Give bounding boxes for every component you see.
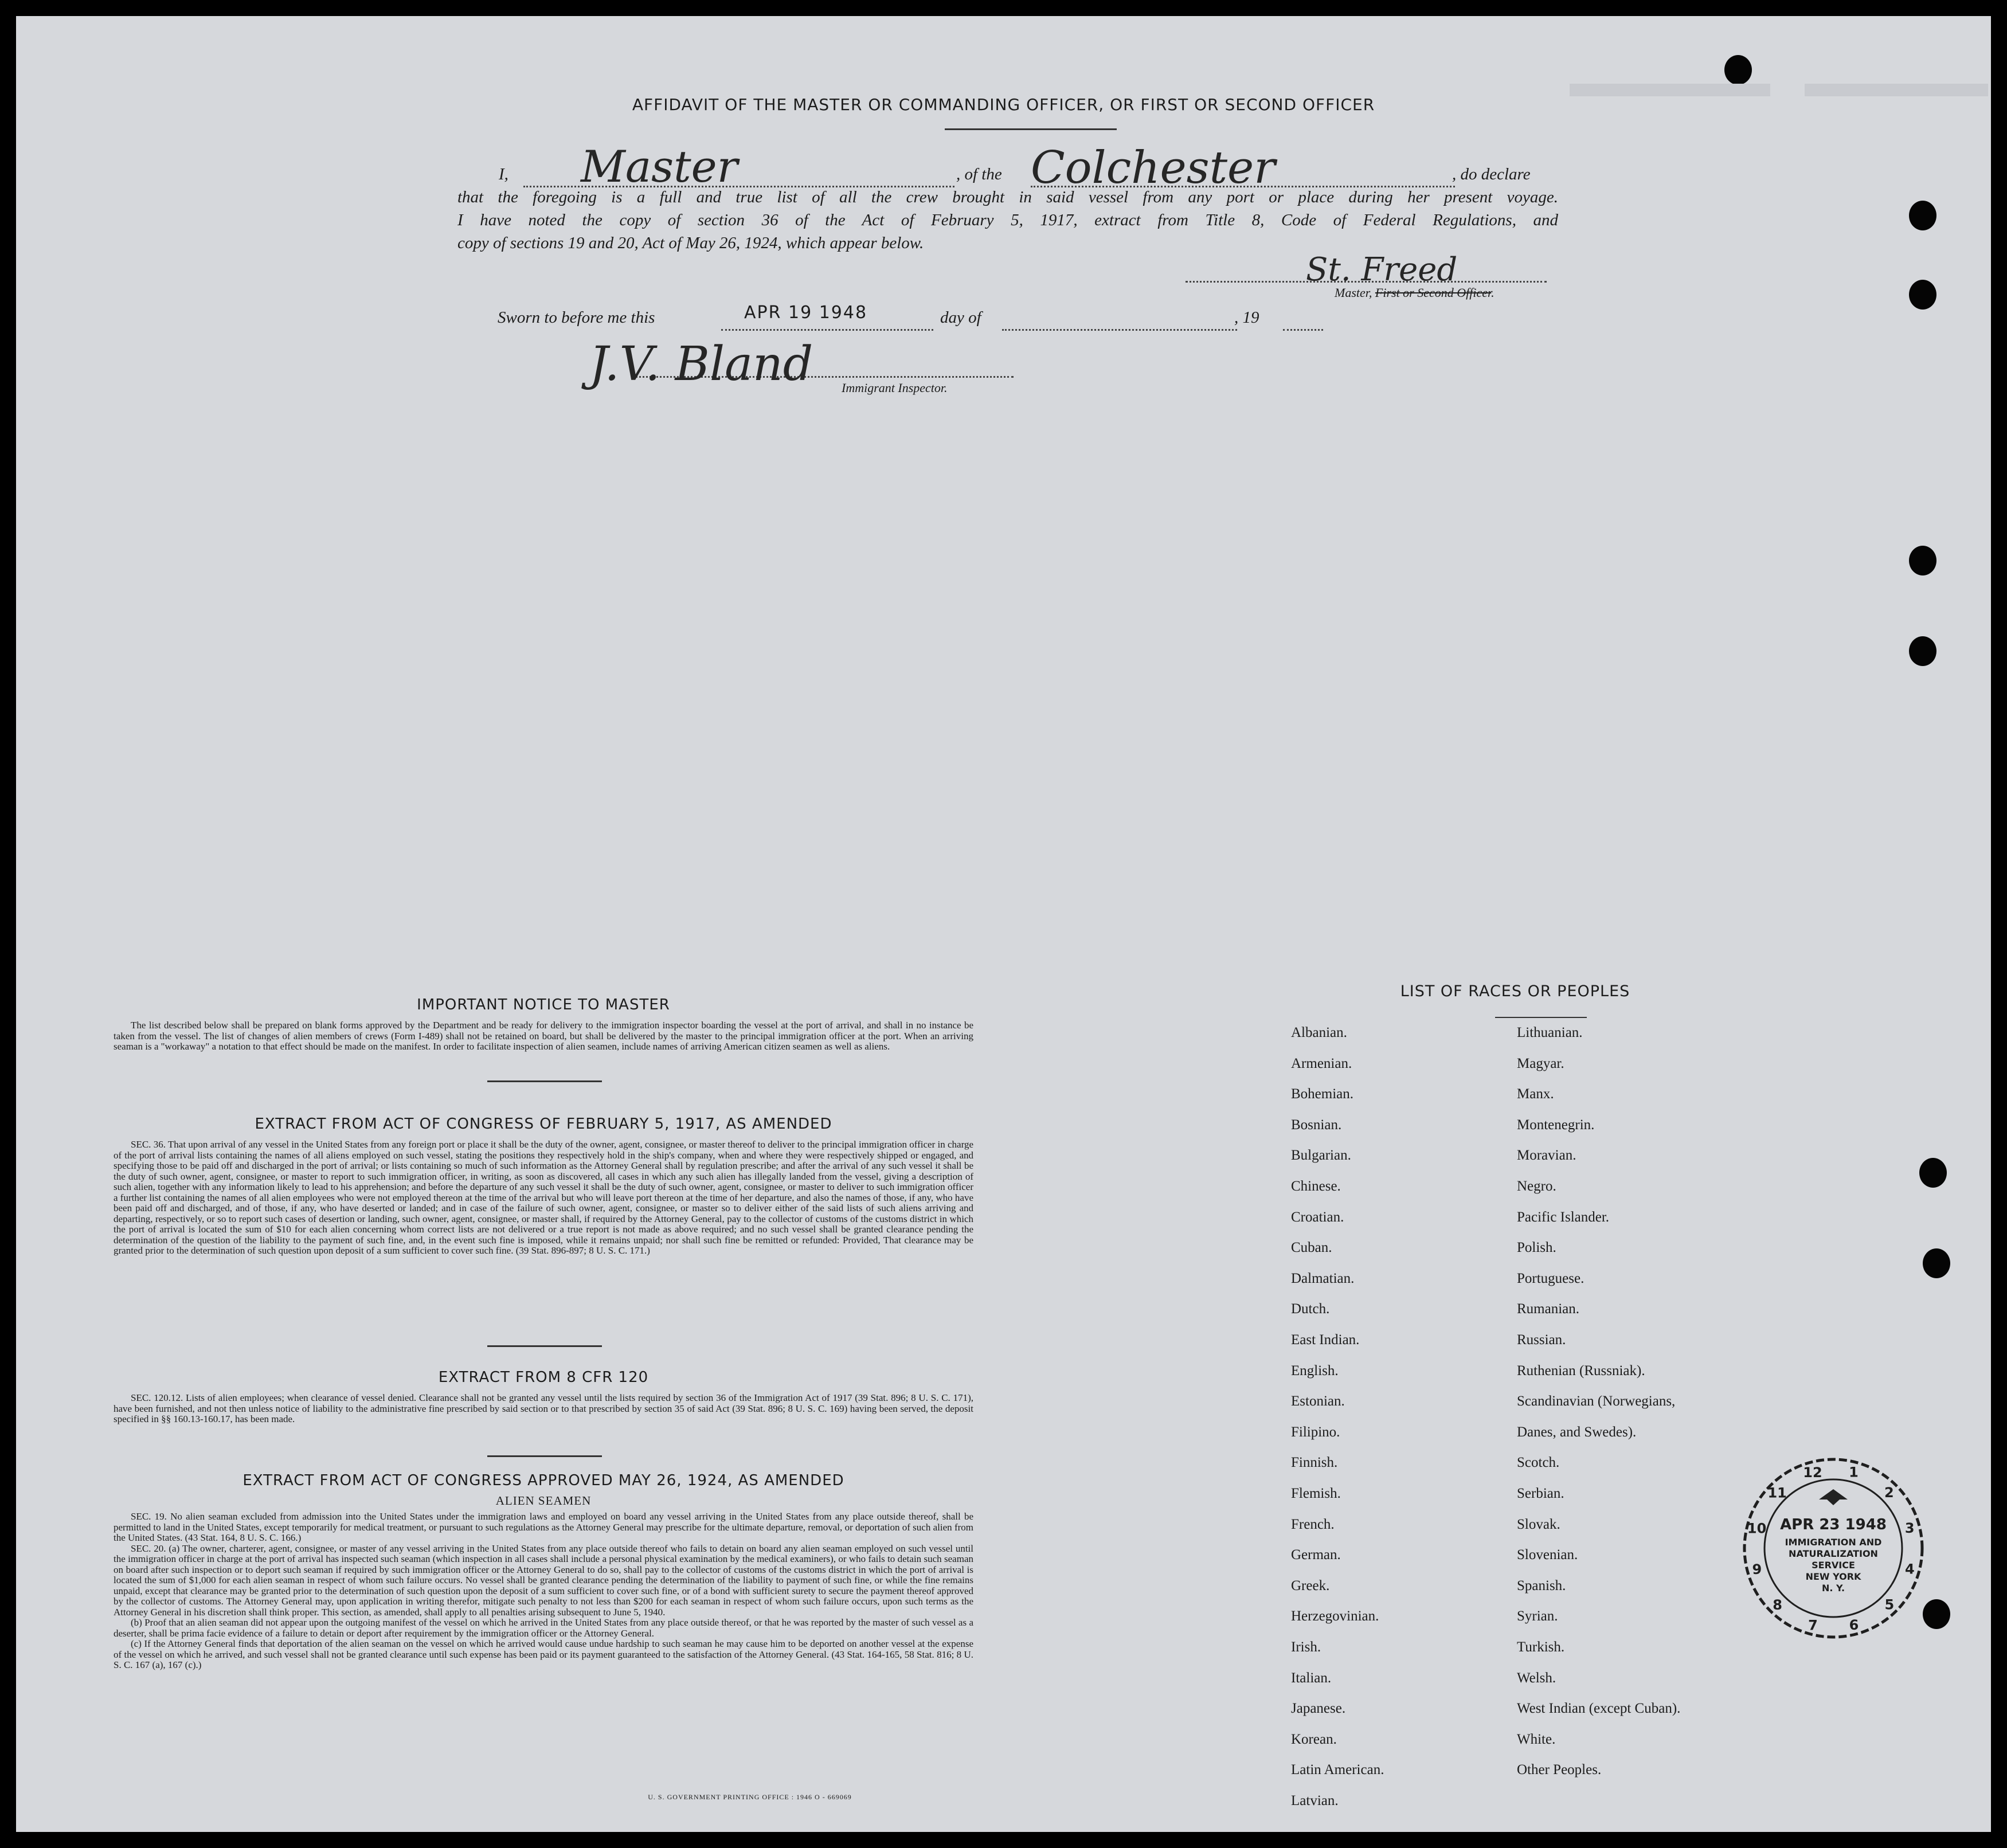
sworn-date-stamp: APR 19 1948 [744, 303, 868, 323]
races-title: LIST OF RACES OR PEOPLES [1400, 982, 1630, 1000]
race-item: Latvian. [1291, 1793, 1339, 1808]
handwritten-name: Master [581, 141, 738, 192]
race-item: Slovak. [1517, 1516, 1560, 1532]
inspector-caption: Immigrant Inspector. [842, 381, 948, 395]
stamp-ring-number: 11 [1767, 1485, 1787, 1501]
race-item: Armenian. [1291, 1055, 1352, 1071]
race-item: Lithuanian. [1517, 1025, 1583, 1040]
race-item: Flemish. [1291, 1486, 1341, 1501]
race-item: English. [1291, 1362, 1339, 1379]
stamp-ring-number: 6 [1849, 1617, 1859, 1634]
stamp-ring-number: 2 [1884, 1485, 1894, 1501]
race-item: Moravian. [1517, 1148, 1576, 1164]
stamp-ring-number: 10 [1747, 1520, 1767, 1537]
stamp-date: APR 23 1948 [1780, 1516, 1887, 1533]
punch-hole [1909, 280, 1936, 310]
race-item: Scotch. [1517, 1455, 1560, 1471]
divider [1495, 1017, 1587, 1018]
handwritten-vessel: Colchester [1031, 142, 1276, 194]
eagle-emblem [1819, 1489, 1848, 1505]
stamp-ring-number: 4 [1905, 1561, 1915, 1577]
divider [487, 1080, 602, 1082]
race-item: Italian. [1291, 1670, 1332, 1686]
race-item: White. [1517, 1731, 1556, 1747]
blank-line [1002, 329, 1237, 331]
stamp-ring-number: 3 [1904, 1520, 1915, 1536]
race-item: Bulgarian. [1291, 1148, 1351, 1164]
extract-1917-text: SEC. 36. That upon arrival of any vessel in the United States from any foreign port or place it shall be the duty of the owner, agent, consignee, or master thereof to deliver to the principal immigration officer in charge of the port of arrival lists containing the names of all aliens employed on such vessel, stating the positions they respectively hold in the ship's company, when and where they were respectively shipped or engaged, and specifying those to be paid off and discharged in the port of arrival; or lists containing so much of such information as the Attorney General shall by regulation prescribe; and after the arrival of any such vessel it shall be the duty of such owner, agent, consignee, or master to report to such immigration officer, in writing, as soon as discovered, all cases in which any such alien has illegally landed from the vessel, giving a description of such alien, together with any information likely to lead to his apprehension; and before the departure of any such vessel it shall be the duty of such owner, agent, consignee, or master to deliver to such immigration officer a further list containing the names of all alien employees who were not employed thereon at the time of the arrival but who will leave port thereon at the time of her departure, and also the names of those, if any, who have been paid off and discharged, and of those, if any, who have deserted or landed; and in case of the failure of such owner, agent, consignee, or master so to deliver either of the said lists of such aliens arriving and departing, respectively, or so to report such cases of desertion or landing, such owner, agent, consignee, or master shall, if required by the Attorney General, pay to the collector of customs of the customs district in which the port of arrival is located the sum of $10 for each alien concerning whom correct lists are not delivered or a true report is not made as above required; and no such vessel shall be granted clearance pending the determination of the question of the liability to the payment of such fine, and, in the event such fine is imposed, while it remains unpaid; nor shall such fine be remitted or refunded: Provided, That clearance may be granted prior to the determination of such question upon deposit of a sum sufficient to cover such fine. (39 Stat. 896-897; 8 U. S. C. 171.) [114, 1139, 973, 1256]
race-item: Slovenian. [1517, 1547, 1578, 1563]
extract-1917-title: EXTRACT FROM ACT OF CONGRESS OF FEBRUARY 5, 1917, AS AMENDED [255, 1115, 832, 1133]
race-item: East Indian. [1291, 1332, 1360, 1348]
race-item: Latin American. [1291, 1762, 1384, 1778]
notice-text: The list described below shall be prepared on blank forms approved by the Department and be ready for delivery to the immigration inspector boarding the vessel at the port of arrival, and shall in no instance be taken from the vessel. The list of changes of alien members of crews (Form I-489) shall not be retained on board, but shall be delivered by the master to the principal immigration officer at the port. When an arriving seaman is a "workaway" a notation to that effect should be made on the manifest. In order to facilitate inspection of alien seamen, include names of arriving American citizen seamen as well as aliens. [114, 1020, 973, 1052]
sec-19: SEC. 19. No alien seaman excluded from admission into the United States under the immigration laws and employed on board any vessel arriving in the United States from any place outside thereof, shall be permitted to land in the United States, except temporarily for medical treatment, or pursuant to such regulations as the Attorney General may prescribe for the ultimate departure, removal, or deportation of such alien from the United States. (43 Stat. 164, 8 U. S. C. 166.) [114, 1511, 973, 1543]
race-item: Irish. [1291, 1639, 1321, 1655]
race-item: Russian. [1517, 1332, 1566, 1348]
extract-1924-section [114, 1472, 973, 1671]
stamp-line4: NEW YORK [1805, 1571, 1861, 1582]
master-caption-struck: First or Second Officer [1375, 285, 1492, 300]
punch-hole [1909, 201, 1936, 230]
race-item: Polish. [1517, 1240, 1556, 1256]
race-item: Herzegovinian. [1291, 1608, 1379, 1624]
stamp-line2: NATURALIZATION [1789, 1548, 1878, 1559]
stamp-ring-number: 9 [1752, 1561, 1762, 1577]
race-item: Dutch. [1291, 1301, 1330, 1317]
race-item: West Indian (except Cuban). [1517, 1701, 1681, 1717]
day-of-label: day of [940, 308, 981, 327]
race-item: Filipino. [1291, 1424, 1340, 1440]
punch-hole [1724, 55, 1752, 85]
race-item: Portuguese. [1517, 1270, 1585, 1286]
notice-section [114, 996, 973, 1052]
race-item: Bosnian. [1291, 1117, 1342, 1133]
stamp-line3: SERVICE [1812, 1560, 1855, 1571]
race-item: Pacific Islander. [1517, 1209, 1610, 1225]
master-signature: St. Freed [1306, 251, 1458, 288]
punch-hole [1919, 1158, 1947, 1188]
divider [487, 1345, 602, 1347]
affidavit-heading: AFFIDAVIT OF THE MASTER OR COMMANDING OFFICER, OR FIRST OR SECOND OFFICER [632, 95, 1375, 114]
race-item: Dalmatian. [1291, 1270, 1355, 1286]
affidavit-line4: copy of sections 19 and 20, Act of May 26, 1924, which appear below. [457, 234, 924, 252]
race-item: Magyar. [1517, 1055, 1564, 1071]
race-item: German. [1291, 1547, 1341, 1563]
notice-title: IMPORTANT NOTICE TO MASTER [417, 996, 670, 1013]
extract-1924-title: EXTRACT FROM ACT OF CONGRESS APPROVED MAY 26, 1924, AS AMENDED [242, 1472, 844, 1489]
date-stamp [1739, 1454, 1928, 1643]
document-sheet [16, 16, 1991, 1832]
race-item: Croatian. [1291, 1209, 1344, 1225]
handwritten-stroke [945, 128, 1117, 130]
race-item: Greek. [1291, 1577, 1330, 1593]
affidavit-line3: I have noted the copy of section 36 of the Act of February 5, 1917, extract from Title 8, Code of Federal Regulations, and [457, 211, 1558, 229]
stamp-line1: IMMIGRATION AND [1785, 1537, 1882, 1548]
stamp-ring-number: 12 [1803, 1464, 1822, 1481]
sec-20b: (b) Proof that an alien seaman did not appear upon the outgoing manifest of the vessel on which he arrived in the United States from any place outside thereof, or that he was reported by the master of such vessel as a deserter, shall be prima facie evidence of a failure to detain or deport after requirement by the immigration officer or the Attorney General. [114, 1617, 973, 1639]
race-item: Chinese. [1291, 1179, 1341, 1194]
race-item: Negro. [1517, 1179, 1556, 1194]
race-item: Bohemian. [1291, 1086, 1354, 1102]
extract-cfr-section [114, 1369, 973, 1425]
race-item: Albanian. [1291, 1025, 1347, 1040]
race-item: French. [1291, 1516, 1335, 1532]
bleed-through [1570, 84, 1770, 96]
punch-hole [1909, 546, 1936, 575]
sec-20c: (c) If the Attorney General finds that deportation of the alien seaman on the vessel on which he arrived would cause undue hardship to such seaman he may cause him to be deported on another vessel at the expense of the vessel on which he arrived, and such vessel shall not be granted clearance until such expense has been paid or its payment guaranteed to the satisfaction of the Attorney General. (43 Stat. 164-165, 58 Stat. 816; 8 U. S. C. 167 (a), 167 (c).) [114, 1638, 973, 1670]
race-item: Welsh. [1517, 1670, 1556, 1686]
of-the-label: , of the [956, 165, 1002, 183]
race-item: Syrian. [1517, 1608, 1558, 1624]
master-caption-prefix: Master, [1335, 285, 1375, 300]
race-item: Cuban. [1291, 1240, 1332, 1256]
punch-hole [1909, 636, 1936, 666]
stamp-ring-number: 1 [1849, 1464, 1859, 1481]
race-item: Spanish. [1517, 1577, 1566, 1593]
blank-line [721, 329, 933, 331]
extract-1924-text [114, 1512, 973, 1671]
stamp-line5: N. Y. [1821, 1583, 1845, 1593]
race-item: Turkish. [1517, 1639, 1565, 1655]
bleed-through [1805, 84, 1988, 96]
inspector-signature: J.V. Bland [589, 337, 813, 391]
race-item: Scandinavian (Norwegians, [1517, 1393, 1676, 1410]
master-caption-suffix: . [1491, 285, 1495, 300]
race-item: Rumanian. [1517, 1301, 1580, 1317]
sworn-label: Sworn to before me this [498, 308, 655, 327]
race-item: Serbian. [1517, 1486, 1564, 1501]
master-caption [1335, 285, 1495, 300]
divider [487, 1455, 602, 1457]
year-label: , 19 [1234, 308, 1259, 327]
punch-hole [1923, 1248, 1950, 1278]
do-declare-label: , do declare [1452, 165, 1531, 183]
race-item: Japanese. [1291, 1701, 1346, 1717]
stamp-ring-number: 7 [1808, 1617, 1818, 1634]
stamp-ring-number: 5 [1884, 1596, 1895, 1613]
race-item: Estonian. [1291, 1393, 1345, 1410]
extract-cfr-title: EXTRACT FROM 8 CFR 120 [438, 1369, 649, 1386]
affidavit-i: I, [499, 165, 508, 183]
extract-cfr-text: SEC. 120.12. Lists of alien employees; when clearance of vessel denied. Clearance shall not be granted any vessel until the lists required by section 36 of the Immigration Act of 1917 (39 Stat. 896; 8 U. S. C. 171), have been furnished, and not then unless notice of liability to the administrative fine prescribed by said section or to that prescribed by section 35 of said Act (39 Stat. 896; 8 U. S. C. 169) having been served, the deposit specified in §§ 160.13-160.17, has been made. [114, 1392, 973, 1424]
extract-1917-section [114, 1115, 973, 1256]
race-item: Danes, and Swedes). [1517, 1424, 1637, 1440]
printer-imprint: U. S. GOVERNMENT PRINTING OFFICE : 1946 O - 669069 [648, 1793, 852, 1801]
race-item: Montenegrin. [1517, 1117, 1595, 1133]
affidavit-line2: that the foregoing is a full and true list of all the crew brought in said vessel from any port or place during her present voyage. [457, 188, 1558, 206]
stamp-ring-number: 8 [1773, 1596, 1782, 1613]
race-item: Ruthenian (Russniak). [1517, 1362, 1645, 1379]
race-item: Manx. [1517, 1086, 1554, 1102]
race-item: Finnish. [1291, 1455, 1338, 1471]
race-item: Other Peoples. [1517, 1762, 1602, 1778]
extract-1924-subtitle: ALIEN SEAMEN [495, 1494, 592, 1508]
blank-line [1283, 329, 1323, 331]
sec-20a: SEC. 20. (a) The owner, charterer, agent, consignee, or master of any vessel arriving in the United States from any place outside thereof who fails to detain on board any alien seaman employed on such vessel until the immigration officer in charge at the port of arrival has inspected such seaman (which inspection in all cases shall include a personal physical examination by the medical examiners), or who fails to detain such seaman on board after such inspection or to deport such seaman if required by such immigration officer or the Attorney General to do so, shall pay to the collector of customs of the customs district in which the port of arrival is located the sum of $1,000 for each alien seaman in respect of whom such failure occurs. No vessel shall be granted clearance pending the determination of the liability to payment of such fine, or while the fine remains unpaid, except that clearance may be granted prior to the determination of such question upon the deposit of a sum sufficient to cover such fine, or of a bond with sufficient surety to secure the payment thereof approved by the collector of customs. The Attorney General may, upon application in writing therefor, mitigate such penalty to not less than $200 for each seaman in respect of whom such failure occurs, upon such terms as the Attorney General in his discretion shall think proper. This section, as amended, shall apply to all penalties arising subsequent to June 5, 1940. [114, 1542, 973, 1618]
race-item: Korean. [1291, 1731, 1337, 1747]
